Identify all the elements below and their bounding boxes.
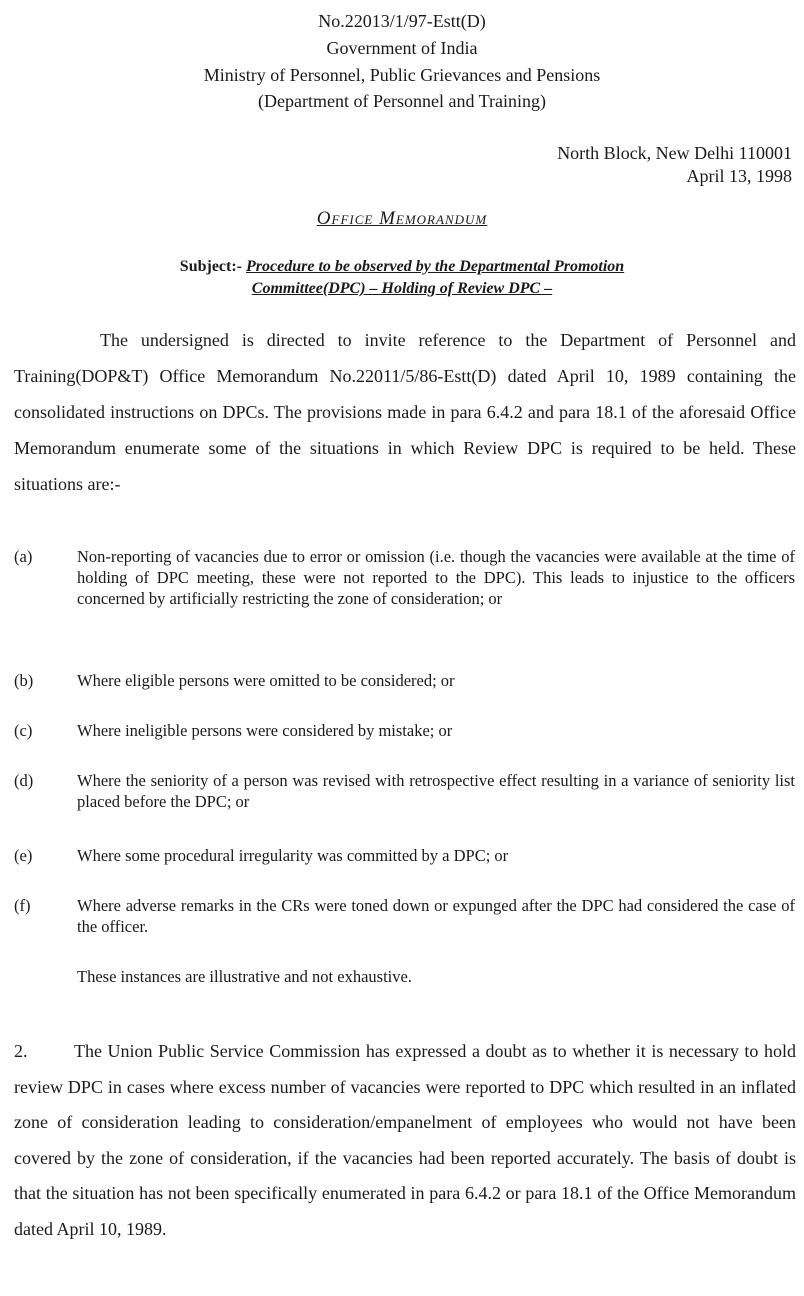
situation-label: (c): [14, 721, 33, 740]
paragraph-number: 2.: [14, 1041, 28, 1061]
situation-label: (a): [14, 547, 33, 566]
address-date: April 13, 1998: [686, 166, 792, 186]
subject-text-1: Procedure to be observed by the Departmental Promotion: [246, 258, 625, 275]
situation-text: Where ineligible persons were considered by mistake; or: [77, 721, 453, 740]
situation-text: Where eligible persons were omitted to be considered; or: [77, 671, 455, 690]
situation-label: (b): [14, 671, 34, 690]
situation-text: Non-reporting of vacancies due to error or omission (i.e. though the vacancies were available at the time of holding of DPC meeting, these were not reported to the DPC). This leads to injustice to the officers concerned by artificially restricting the zone of consideration; or: [77, 547, 795, 608]
subject-text-2: Committee(DPC) – Holding of Review DPC –: [251, 280, 553, 297]
subject-label: Subject:-: [179, 258, 243, 275]
department-line: (Department of Personnel and Training): [258, 91, 546, 111]
government-line: Government of India: [326, 38, 478, 58]
situation-text: Where some procedural irregularity was committed by a DPC; or: [77, 846, 509, 865]
subject-line-2: [0, 278, 804, 300]
situation-label: (f): [14, 896, 31, 915]
situation-text: Where the seniority of a person was revised with retrospective effect resulting in a variance of seniority list placed before the DPC; or: [77, 771, 795, 811]
situation-label: (e): [14, 846, 33, 865]
ministry-line: Ministry of Personnel, Public Grievances and Pensions: [203, 65, 601, 85]
paragraph-2-text: The Union Public Service Commission has expressed a doubt as to whether it is necessary to hold review DPC in cases where excess number of vacancies were reported to DPC which resulted in an inflated zone of consideration leading to consideration/empanelment of employees who would not have been covered by the zone of consideration, if the vacancies had been reported accurately. The basis of doubt is that the situation has not been specifically enumerated in para 6.4.2 or para 18.1 of the Office Memorandum dated April 10, 1989.: [14, 1041, 796, 1239]
illustrative-note: These instances are illustrative and not exhaustive.: [77, 967, 412, 986]
address-place: North Block, New Delhi 110001: [557, 143, 792, 163]
paragraph-2: [14, 1034, 796, 1247]
file-number: No.22013/1/97-Estt(D): [318, 11, 486, 31]
memo-title: Office Memorandum: [316, 208, 488, 229]
situation-label: (d): [14, 771, 34, 790]
situation-text: Where adverse remarks in the CRs were toned down or expunged after the DPC had considered the case of the officer.: [77, 896, 795, 936]
subject-line-1: [0, 256, 804, 278]
paragraph-1: The undersigned is directed to invite reference to the Department of Personnel and Training(DOP&T) Office Memorandum No.22011/5/86-Estt(D) dated April 10, 1989 containing the consolidated instructions on DPCs. The provisions made in para 6.4.2 and para 18.1 of the aforesaid Office Memorandum enumerate some of the situations in which Review DPC is required to be held. These situations are:-: [14, 330, 796, 494]
